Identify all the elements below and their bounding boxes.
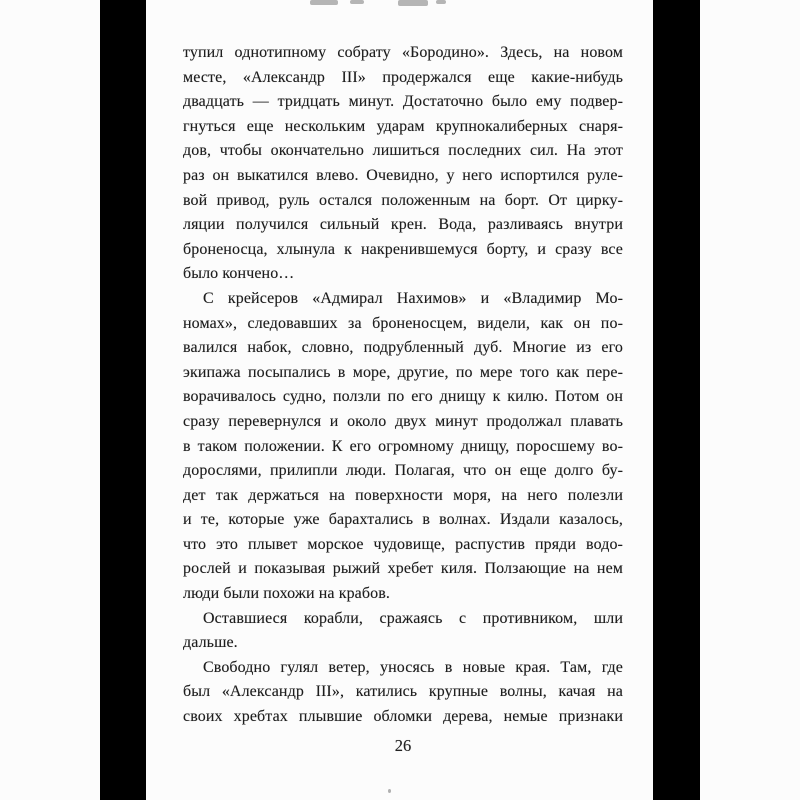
- scan-artifact-top-smudge: [310, 0, 338, 5]
- scan-artifact-top-smudge: [350, 0, 364, 4]
- text-line: дальше.: [183, 634, 238, 652]
- scan-artifact-dot: [388, 789, 391, 793]
- text-line: гнуться еще нескольким ударам крупнокалиберных снаря-: [183, 117, 623, 135]
- text-line: тупил однотипному собрату «Бородино». Здесь, на новом: [183, 44, 623, 61]
- text-line: Свободно гулял ветер, уносясь в новые края. Там, где: [203, 658, 623, 676]
- text-line: дет так держаться на поверхности моря, на него полезли: [183, 486, 623, 504]
- text-line: сразу перевернулся и около двух минут продолжал плавать: [183, 412, 623, 430]
- text-line: С крейсеров «Адмирал Нахимов» и «Владимир Мо-: [203, 289, 623, 307]
- text-line: и те, которые уже барахтались в волнах. Издали казалось,: [183, 511, 623, 529]
- text-line: раз он выкатился влево. Очевидно, у него испортился руле-: [183, 166, 623, 184]
- text-line: номах», следовавших за броненосцем, видели, как он по-: [183, 314, 623, 332]
- scan-artifact-bar-left: [100, 0, 146, 800]
- scan-artifact-bar-right: [653, 0, 700, 800]
- text-line: своих хребтах плывшие обломки дерева, немые признаки: [183, 708, 623, 726]
- scan-artifact-top-smudge: [436, 0, 446, 4]
- page-text: [183, 41, 623, 730]
- text-line: месте, «Александр III» продержался еще какие-нибудь: [183, 68, 623, 86]
- page-number: 26: [394, 736, 412, 755]
- text-line: в таком положении. К его огромному днищу, поросшему во-: [183, 437, 623, 455]
- text-line: было кончено…: [183, 265, 295, 283]
- text-line: вой привод, руль остался положенным на борт. От цирку-: [183, 191, 623, 209]
- text-line: рослей и показывая рыжий хребет киля. Ползающие на нем: [183, 560, 623, 578]
- text-line: Оставшиеся корабли, сражаясь с противником, шли: [203, 609, 623, 627]
- text-line: дов, чтобы окончательно лишиться последних сил. На этот: [183, 142, 623, 160]
- text-line: дорослями, прилипли люди. Полагая, что он еще долго бу-: [183, 462, 623, 480]
- text-line: экипажа посыпались в море, другие, по мере того как пере-: [183, 363, 623, 381]
- text-line: валился набок, словно, подрубленный дуб. Многие из его: [183, 339, 623, 357]
- text-line: ляции получился сильный крен. Вода, разливаясь внутри: [183, 216, 623, 234]
- text-line: броненосца, хлынула к накренившемуся борту, и сразу все: [183, 240, 623, 258]
- text-line: двадцать — тридцать минут. Достаточно было ему подвер-: [183, 93, 623, 111]
- text-line: что это плывет морское чудовище, распустив пряди водо-: [183, 535, 623, 553]
- text-line: люди были похожи на крабов.: [183, 585, 390, 603]
- scan-artifact-top-smudge: [398, 0, 428, 6]
- text-line: был «Александр III», катились крупные волны, качая на: [183, 683, 623, 701]
- text-line: ворачивалось судно, ползли по его днищу к килю. Потом он: [183, 388, 623, 406]
